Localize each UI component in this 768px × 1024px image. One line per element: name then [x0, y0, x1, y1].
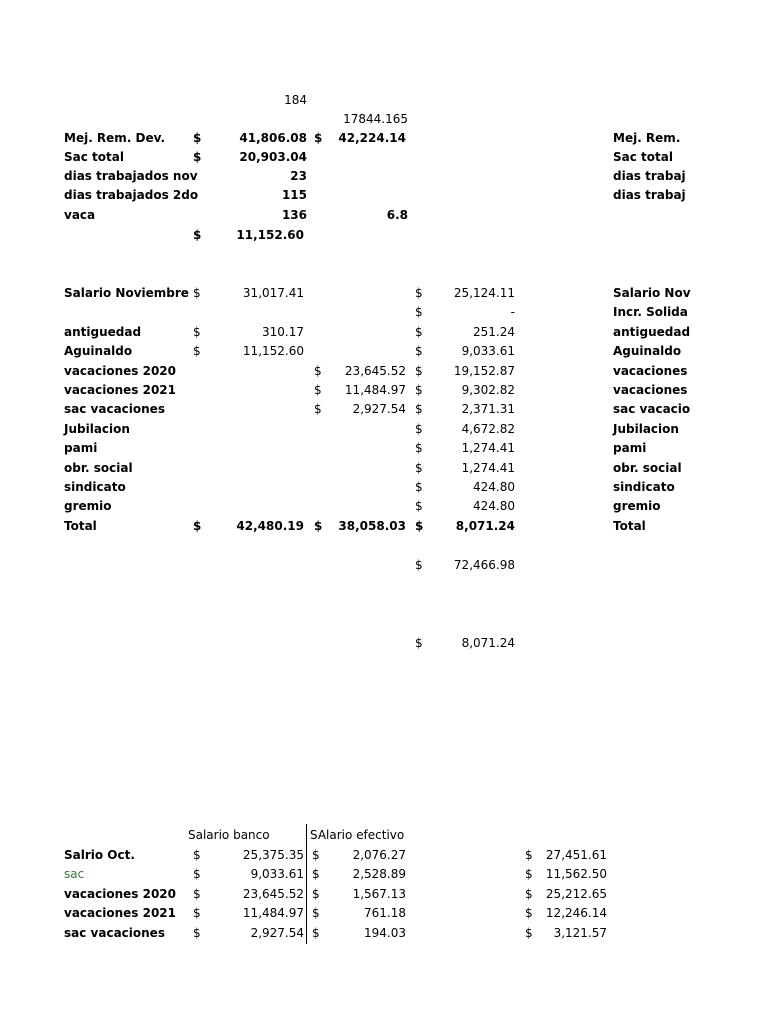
- currency-symbol: $: [415, 441, 423, 456]
- row-label: Salario Noviembre: [64, 286, 189, 300]
- row-label: pami: [64, 441, 98, 456]
- row-label: vacaciones 2021: [64, 906, 177, 921]
- value-banco: 11,484.97: [242, 906, 304, 921]
- right-label: dias trabaj: [613, 188, 686, 202]
- value-mej-rem-1: 41,806.08: [239, 131, 307, 145]
- currency-symbol: $: [193, 848, 201, 862]
- currency-symbol: $: [193, 324, 201, 339]
- row-label: sac vacaciones: [64, 925, 165, 940]
- row-label: Salrio Oct.: [64, 848, 135, 862]
- row-label: obr. social: [64, 460, 133, 475]
- value-dias-nov: 23: [290, 169, 307, 183]
- value-sum-1: 72,466.98: [453, 558, 515, 572]
- value-col-2: 38,058.03: [338, 518, 406, 533]
- currency-symbol: $: [415, 636, 423, 650]
- currency-symbol: $: [525, 906, 533, 921]
- row-label: sac vacaciones: [64, 402, 165, 417]
- currency-symbol: $: [314, 383, 322, 397]
- label-mej-rem: Mej. Rem. Dev.: [64, 131, 166, 145]
- value-total: 27,451.61: [545, 848, 607, 862]
- right-label: vacaciones: [613, 363, 688, 378]
- currency-symbol: $: [415, 518, 424, 533]
- value-total: 11,562.50: [545, 867, 607, 882]
- value-col-3: 19,152.87: [453, 363, 515, 378]
- value-vaca-2: 6.8: [386, 208, 408, 222]
- value-col-3: 8,071.24: [455, 518, 515, 533]
- currency-symbol: $: [415, 402, 423, 417]
- value-sac-total: 20,903.04: [239, 150, 307, 164]
- currency-symbol: $: [415, 286, 423, 300]
- value-col-3: 1,274.41: [461, 460, 515, 475]
- label-dias-nov: dias trabajados nov: [64, 169, 198, 183]
- value-banco: 9,033.61: [250, 867, 304, 882]
- right-label: gremio: [613, 499, 661, 514]
- value-col-3: 4,672.82: [461, 421, 515, 436]
- currency-symbol: $: [415, 305, 423, 320]
- value-col-3: -: [510, 305, 515, 320]
- row-label: vacaciones 2020: [64, 886, 177, 901]
- value-col-1: 310.17: [262, 324, 304, 339]
- currency-symbol: $: [415, 460, 423, 475]
- currency-symbol: $: [193, 286, 201, 300]
- value-efectivo: 2,076.27: [352, 848, 406, 862]
- value-col-3: 251.24: [473, 324, 515, 339]
- row-label: sac: [64, 867, 85, 882]
- right-label: sindicato: [613, 480, 675, 494]
- value-sum-2: 8,071.24: [461, 636, 515, 650]
- currency-symbol: $: [193, 518, 202, 533]
- value-col-3: 9,033.61: [461, 344, 515, 359]
- row-label: Jubilacion: [64, 421, 130, 436]
- right-label: Total: [613, 518, 646, 533]
- value-efectivo: 2,528.89: [352, 867, 406, 882]
- header-salario-banco: Salario banco: [188, 828, 270, 842]
- currency-symbol: $: [193, 344, 201, 359]
- cell-184: 184: [284, 93, 307, 107]
- right-label: Incr. Solida: [613, 305, 688, 320]
- currency-symbol: $: [314, 518, 323, 533]
- value-col-1: 42,480.19: [236, 518, 304, 533]
- currency-symbol: $: [314, 363, 322, 378]
- currency-symbol: $: [314, 402, 322, 417]
- row-label: antiguedad: [64, 324, 142, 339]
- value-col-3: 424.80: [473, 499, 515, 514]
- currency-symbol: $: [525, 886, 533, 901]
- currency-symbol: $: [415, 324, 423, 339]
- label-sac-total: Sac total: [64, 150, 124, 164]
- currency-symbol: $: [312, 906, 320, 921]
- value-total: 25,212.65: [545, 886, 607, 901]
- value-total: 3,121.57: [553, 925, 607, 940]
- currency-symbol: $: [415, 558, 423, 572]
- row-label: Aguinaldo: [64, 344, 133, 359]
- currency-symbol: $: [193, 150, 202, 164]
- column-divider: [306, 824, 307, 944]
- value-banco: 2,927.54: [250, 925, 304, 940]
- currency-symbol: $: [193, 228, 202, 242]
- value-col-2: 11,484.97: [344, 383, 406, 397]
- value-banco: 25,375.35: [242, 848, 304, 862]
- currency-symbol: $: [525, 925, 533, 940]
- value-vaca: 136: [281, 208, 307, 222]
- value-col-1: 31,017.41: [242, 286, 304, 300]
- currency-symbol: $: [525, 848, 533, 862]
- currency-symbol: $: [415, 421, 423, 436]
- currency-symbol: $: [193, 886, 201, 901]
- value-col-3: 2,371.31: [461, 402, 515, 417]
- currency-symbol: $: [314, 131, 323, 145]
- value-mej-rem-2: 42,224.14: [338, 131, 406, 145]
- right-label: pami: [613, 441, 647, 456]
- row-label: gremio: [64, 499, 112, 514]
- value-banco: 23,645.52: [242, 886, 304, 901]
- currency-symbol: $: [193, 906, 201, 921]
- value-col-2: 2,927.54: [352, 402, 406, 417]
- value-col-1: 11,152.60: [242, 344, 304, 359]
- currency-symbol: $: [525, 867, 533, 882]
- value-col-3: 424.80: [473, 480, 515, 494]
- header-salario-efectivo: SAlario efectivo: [310, 828, 405, 842]
- value-col-3: 25,124.11: [453, 286, 515, 300]
- value-efectivo: 761.18: [364, 906, 406, 921]
- right-label: vacaciones: [613, 383, 688, 397]
- value-dias-2do: 115: [281, 188, 307, 202]
- label-vaca: vaca: [64, 208, 96, 222]
- right-label: obr. social: [613, 460, 682, 475]
- currency-symbol: $: [193, 925, 201, 940]
- right-label: Salario Nov: [613, 286, 691, 300]
- row-label: sindicato: [64, 480, 126, 494]
- right-label: dias trabaj: [613, 169, 686, 183]
- value-col-2: 23,645.52: [344, 363, 406, 378]
- right-label: Sac total: [613, 150, 673, 164]
- currency-symbol: $: [415, 499, 423, 514]
- label-dias-2do: dias trabajados 2do: [64, 188, 199, 202]
- right-label: Jubilacion: [613, 421, 679, 436]
- currency-symbol: $: [415, 480, 423, 494]
- right-label: antiguedad: [613, 324, 691, 339]
- currency-symbol: $: [312, 848, 320, 862]
- right-label: Mej. Rem.: [613, 131, 681, 145]
- value-efectivo: 194.03: [364, 925, 406, 940]
- currency-symbol: $: [415, 363, 423, 378]
- row-label: Total: [64, 518, 97, 533]
- value-efectivo: 1,567.13: [352, 886, 406, 901]
- row-label: vacaciones 2021: [64, 383, 177, 397]
- value-subtotal: 11,152.60: [236, 228, 304, 242]
- value-total: 12,246.14: [545, 906, 607, 921]
- currency-symbol: $: [415, 383, 423, 397]
- currency-symbol: $: [193, 867, 201, 882]
- cell-17844: 17844.165: [343, 112, 408, 126]
- row-label: vacaciones 2020: [64, 363, 177, 378]
- currency-symbol: $: [312, 867, 320, 882]
- currency-symbol: $: [415, 344, 423, 359]
- currency-symbol: $: [193, 131, 202, 145]
- currency-symbol: $: [312, 925, 320, 940]
- value-col-3: 9,302.82: [461, 383, 515, 397]
- value-col-3: 1,274.41: [461, 441, 515, 456]
- right-label: sac vacacio: [613, 402, 691, 417]
- right-label: Aguinaldo: [613, 344, 682, 359]
- currency-symbol: $: [312, 886, 320, 901]
